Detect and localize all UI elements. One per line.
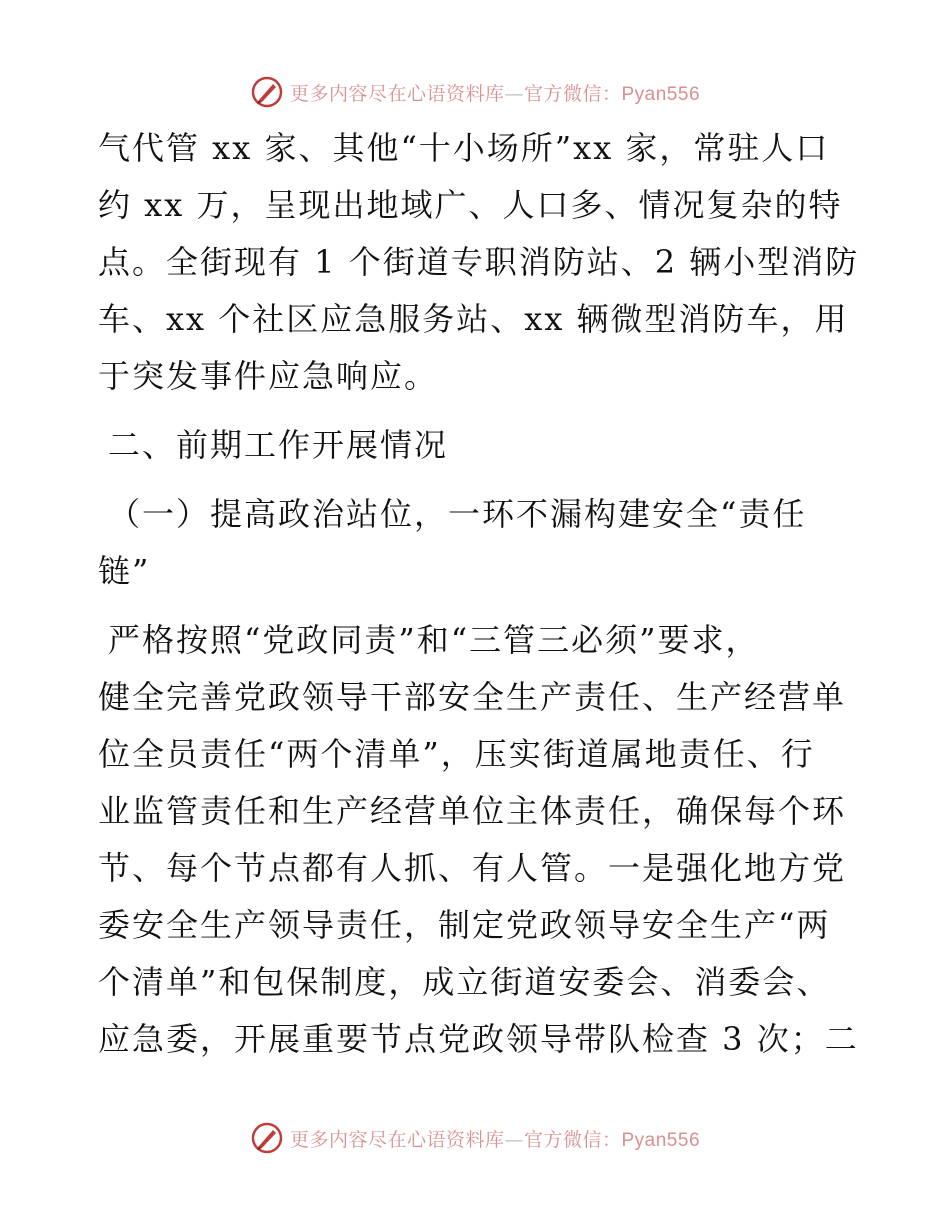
text-line: 于突发事件应急响应。 — [98, 357, 439, 395]
text-line: 业监管责任和生产经营单位主体责任，确保每个环 — [98, 792, 847, 830]
text-line: 约 xx 万，呈现出地域广、人口多、情况复杂的特 — [98, 186, 843, 224]
text-line: 健全完善党政领导干部安全生产责任、生产经营单 — [98, 678, 847, 716]
text-line: 委安全生产领导责任，制定党政领导安全生产“两 — [98, 906, 831, 944]
section-heading — [98, 417, 858, 474]
subsection-heading — [98, 486, 858, 600]
text-line: 气代管 xx 家、其他“十小场所”xx 家，常驻人口 — [98, 129, 830, 167]
text-line: 点。全街现有 1 个街道专职消防站、2 辆小型消防 — [98, 243, 860, 281]
section-heading-text: 二、前期工作开展情况 — [108, 426, 449, 464]
document-body — [98, 120, 858, 1068]
watermark-text: 更多内容尽在心语资料库—官方微信：Pyan556 — [289, 82, 701, 105]
text-line: 车、xx 个社区应急服务站、xx 辆微型消防车，用 — [98, 300, 849, 338]
text-line: 个清单”和包保制度，成立街道安委会、消委会、 — [98, 963, 831, 1001]
text-line: 位全员责任“两个清单”，压实街道属地责任、行 — [98, 735, 815, 773]
text-line: 链” — [98, 552, 151, 590]
watermark-banner-top — [0, 72, 950, 112]
paragraph-responsibility — [98, 612, 858, 1068]
paragraph-intro — [98, 120, 858, 405]
pen-logo-icon — [250, 1121, 284, 1155]
pen-logo-icon — [250, 75, 284, 109]
watermark-text: 更多内容尽在心语资料库—官方微信：Pyan556 — [289, 1128, 701, 1151]
text-line: （一）提高政治站位，一环不漏构建安全“责任 — [108, 495, 807, 533]
watermark-banner-bottom — [0, 1118, 950, 1158]
text-line: 应急委，开展重要节点党政领导带队检查 3 次；二 — [98, 1020, 859, 1058]
text-line: 严格按照“党政同责”和“三管三必须”要求， — [108, 621, 760, 659]
text-line: 节、每个节点都有人抓、有人管。一是强化地方党 — [98, 849, 847, 887]
